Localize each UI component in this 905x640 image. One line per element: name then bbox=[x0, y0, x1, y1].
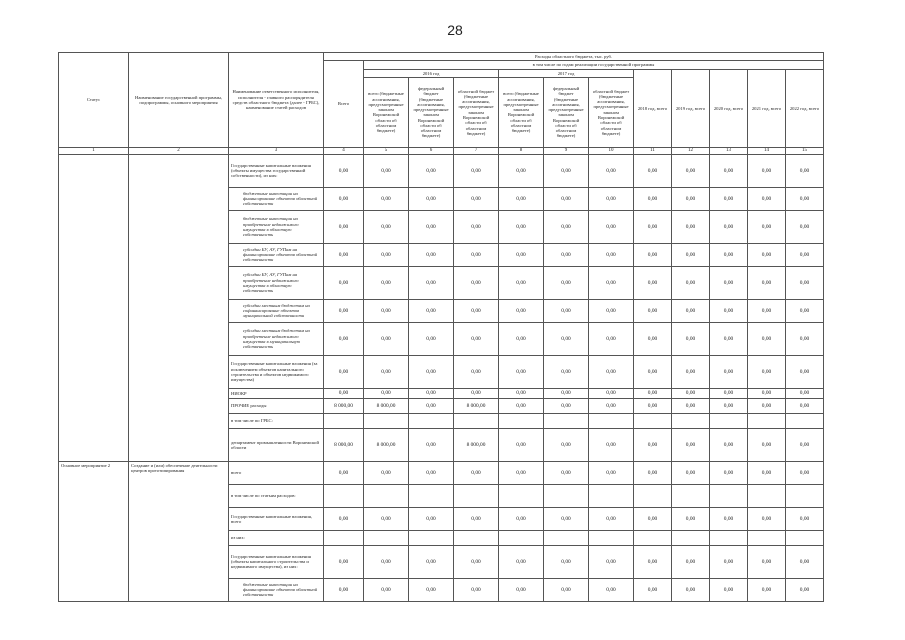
value-cell: 0,00 bbox=[409, 428, 454, 461]
value-cell: 0,00 bbox=[786, 545, 824, 578]
header-total: Всего bbox=[324, 61, 364, 148]
page-number: 28 bbox=[447, 22, 463, 38]
value-cell: 0,00 bbox=[634, 545, 672, 578]
value-cell: 0,00 bbox=[748, 210, 786, 243]
value-cell: 0,00 bbox=[499, 578, 544, 601]
value-cell: 0,00 bbox=[748, 154, 786, 187]
value-cell: 0,00 bbox=[786, 266, 824, 299]
value-cell: 0,00 bbox=[710, 428, 748, 461]
value-cell: 0,00 bbox=[672, 154, 710, 187]
value-cell: 0,00 bbox=[589, 299, 634, 322]
value-cell bbox=[634, 530, 672, 545]
value-cell: 0,00 bbox=[544, 461, 589, 484]
value-cell: 0,00 bbox=[544, 322, 589, 355]
value-cell: 0,00 bbox=[748, 461, 786, 484]
header-2021: 2021 год, всего bbox=[748, 69, 786, 147]
value-cell: 0,00 bbox=[710, 243, 748, 266]
col-num: 10 bbox=[589, 147, 634, 154]
col-num: 6 bbox=[409, 147, 454, 154]
value-cell: 0,00 bbox=[409, 507, 454, 530]
value-cell: 0,00 bbox=[786, 461, 824, 484]
value-cell: 0,00 bbox=[324, 210, 364, 243]
value-cell: 0,00 bbox=[634, 266, 672, 299]
value-cell: 0,00 bbox=[364, 507, 409, 530]
value-cell: 0,00 bbox=[499, 187, 544, 210]
value-cell: 0,00 bbox=[634, 428, 672, 461]
table-body bbox=[59, 154, 824, 601]
value-cell: 0,00 bbox=[364, 187, 409, 210]
value-cell: 0,00 bbox=[710, 355, 748, 388]
value-cell bbox=[672, 413, 710, 428]
value-cell: 0,00 bbox=[634, 355, 672, 388]
value-cell: 0,00 bbox=[589, 266, 634, 299]
value-cell: 0,00 bbox=[672, 322, 710, 355]
value-cell: 0,00 bbox=[364, 545, 409, 578]
value-cell: 0,00 bbox=[786, 355, 824, 388]
value-cell bbox=[499, 484, 544, 507]
value-cell: 8 000,00 bbox=[454, 428, 499, 461]
value-cell: 0,00 bbox=[710, 398, 748, 413]
row-label: бюджетные инвестиции на приобретение недвижимого имущества в областную собственность bbox=[229, 210, 324, 243]
value-cell: 0,00 bbox=[364, 210, 409, 243]
header-src-a: всего (бюджетные ассигнования, предусмотренные законом Воронежской области об областном бюджете) bbox=[364, 77, 409, 147]
value-cell: 0,00 bbox=[748, 388, 786, 398]
value-cell: 0,00 bbox=[324, 154, 364, 187]
table-row bbox=[59, 461, 824, 484]
value-cell: 0,00 bbox=[634, 578, 672, 601]
value-cell: 0,00 bbox=[634, 322, 672, 355]
row-label: бюджетные инвестиции на финансирование объектов областной собственности bbox=[229, 187, 324, 210]
value-cell: 0,00 bbox=[748, 507, 786, 530]
value-cell: 0,00 bbox=[589, 243, 634, 266]
value-cell: 0,00 bbox=[324, 187, 364, 210]
value-cell: 0,00 bbox=[786, 388, 824, 398]
col-num: 12 bbox=[672, 147, 710, 154]
value-cell: 0,00 bbox=[672, 507, 710, 530]
value-cell: 0,00 bbox=[786, 299, 824, 322]
value-cell bbox=[786, 413, 824, 428]
col-num: 7 bbox=[454, 147, 499, 154]
value-cell: 8 000,00 bbox=[324, 428, 364, 461]
status-cell: Основное мероприятие 2 bbox=[59, 461, 129, 601]
value-cell: 0,00 bbox=[499, 243, 544, 266]
value-cell: 0,00 bbox=[786, 398, 824, 413]
value-cell bbox=[589, 530, 634, 545]
value-cell: 0,00 bbox=[324, 578, 364, 601]
header-src-d: всего (бюджетные ассигнования, предусмотренные законом Воронежской области об областном бюджете) bbox=[499, 77, 544, 147]
row-label: Государственные капитальные вложения, всего bbox=[229, 507, 324, 530]
value-cell: 0,00 bbox=[710, 210, 748, 243]
header-2020: 2020 год, всего bbox=[710, 69, 748, 147]
header-src-b: федеральный бюджет (бюджетные ассигнования, предусмотренные законом Воронежской области об областном бюджете) bbox=[409, 77, 454, 147]
value-cell: 0,00 bbox=[454, 154, 499, 187]
value-cell: 0,00 bbox=[454, 322, 499, 355]
value-cell: 0,00 bbox=[589, 578, 634, 601]
value-cell: 0,00 bbox=[589, 388, 634, 398]
value-cell: 0,00 bbox=[364, 578, 409, 601]
value-cell: 8 000,00 bbox=[324, 398, 364, 413]
value-cell bbox=[544, 413, 589, 428]
value-cell: 0,00 bbox=[748, 355, 786, 388]
value-cell bbox=[544, 484, 589, 507]
value-cell: 0,00 bbox=[409, 398, 454, 413]
value-cell: 0,00 bbox=[499, 545, 544, 578]
status-cell bbox=[59, 154, 129, 461]
header-2018: 2018 год, всего bbox=[634, 69, 672, 147]
value-cell bbox=[589, 413, 634, 428]
value-cell: 0,00 bbox=[454, 507, 499, 530]
value-cell: 0,00 bbox=[589, 187, 634, 210]
col-num: 14 bbox=[748, 147, 786, 154]
value-cell: 0,00 bbox=[672, 355, 710, 388]
value-cell: 0,00 bbox=[672, 266, 710, 299]
value-cell: 0,00 bbox=[364, 355, 409, 388]
value-cell: 0,00 bbox=[672, 243, 710, 266]
value-cell bbox=[589, 484, 634, 507]
col-num: 9 bbox=[544, 147, 589, 154]
value-cell: 0,00 bbox=[748, 398, 786, 413]
value-cell: 0,00 bbox=[409, 355, 454, 388]
value-cell: 0,00 bbox=[710, 299, 748, 322]
value-cell: 0,00 bbox=[634, 187, 672, 210]
value-cell bbox=[409, 413, 454, 428]
value-cell: 0,00 bbox=[672, 578, 710, 601]
value-cell: 0,00 bbox=[672, 545, 710, 578]
header-2022: 2022 год, всего bbox=[786, 69, 824, 147]
value-cell: 0,00 bbox=[544, 154, 589, 187]
value-cell bbox=[364, 413, 409, 428]
value-cell bbox=[409, 530, 454, 545]
value-cell: 0,00 bbox=[454, 388, 499, 398]
row-label: субсидии БУ, АУ, ГУПам на финансирование объектов областной собственности bbox=[229, 243, 324, 266]
value-cell bbox=[499, 413, 544, 428]
value-cell: 0,00 bbox=[409, 210, 454, 243]
header-executor: Наименование ответственного исполнителя, исполнителя - главного распорядителя средств областного бюджета (далее - ГРБС), наименование статей расходов bbox=[229, 53, 324, 148]
value-cell: 0,00 bbox=[710, 187, 748, 210]
col-num: 4 bbox=[324, 147, 364, 154]
value-cell: 0,00 bbox=[324, 507, 364, 530]
value-cell: 0,00 bbox=[544, 243, 589, 266]
col-num: 5 bbox=[364, 147, 409, 154]
value-cell: 0,00 bbox=[748, 322, 786, 355]
value-cell: 0,00 bbox=[409, 266, 454, 299]
value-cell: 0,00 bbox=[710, 266, 748, 299]
value-cell: 0,00 bbox=[710, 461, 748, 484]
budget-table-container bbox=[58, 52, 823, 602]
value-cell: 0,00 bbox=[454, 266, 499, 299]
value-cell: 0,00 bbox=[544, 210, 589, 243]
value-cell bbox=[454, 530, 499, 545]
value-cell: 0,00 bbox=[544, 398, 589, 413]
value-cell: 0,00 bbox=[634, 243, 672, 266]
value-cell: 0,00 bbox=[544, 355, 589, 388]
row-label: из них: bbox=[229, 530, 324, 545]
value-cell: 0,00 bbox=[544, 507, 589, 530]
value-cell: 0,00 bbox=[748, 243, 786, 266]
value-cell: 0,00 bbox=[454, 299, 499, 322]
value-cell bbox=[364, 484, 409, 507]
column-numbers-row bbox=[59, 147, 824, 154]
row-label: субсидии местным бюджетам на софинансирование объектов муниципальной собственности bbox=[229, 299, 324, 322]
value-cell: 0,00 bbox=[409, 388, 454, 398]
row-label: Государственные капитальные вложения (за исключением объектов капитального строительства и объектов недвижимого имущества) bbox=[229, 355, 324, 388]
row-label: бюджетные инвестиции на финансирование объектов областной собственности bbox=[229, 578, 324, 601]
value-cell: 0,00 bbox=[409, 322, 454, 355]
value-cell bbox=[672, 530, 710, 545]
value-cell: 0,00 bbox=[786, 578, 824, 601]
value-cell: 0,00 bbox=[634, 461, 672, 484]
value-cell: 0,00 bbox=[589, 322, 634, 355]
value-cell bbox=[409, 484, 454, 507]
value-cell: 0,00 bbox=[324, 355, 364, 388]
col-num: 8 bbox=[499, 147, 544, 154]
value-cell: 0,00 bbox=[364, 243, 409, 266]
row-label: в том числе по статьям расходов: bbox=[229, 484, 324, 507]
value-cell: 0,00 bbox=[544, 187, 589, 210]
value-cell bbox=[634, 413, 672, 428]
value-cell: 0,00 bbox=[499, 210, 544, 243]
value-cell: 0,00 bbox=[409, 154, 454, 187]
value-cell: 0,00 bbox=[710, 507, 748, 530]
value-cell: 0,00 bbox=[364, 388, 409, 398]
value-cell: 0,00 bbox=[710, 388, 748, 398]
value-cell: 0,00 bbox=[324, 266, 364, 299]
value-cell: 0,00 bbox=[324, 388, 364, 398]
value-cell: 8 000,00 bbox=[364, 398, 409, 413]
header-src-f: областной бюджет (бюджетные ассигнования, предусмотренные законом Воронежской области об областном бюджете) bbox=[589, 77, 634, 147]
value-cell bbox=[672, 484, 710, 507]
value-cell: 0,00 bbox=[364, 461, 409, 484]
name-cell: Создание и (или) обеспечение деятельности центров прототипирования bbox=[129, 461, 229, 601]
value-cell: 0,00 bbox=[409, 545, 454, 578]
col-num: 15 bbox=[786, 147, 824, 154]
value-cell: 0,00 bbox=[324, 299, 364, 322]
value-cell: 0,00 bbox=[544, 299, 589, 322]
value-cell: 0,00 bbox=[324, 322, 364, 355]
value-cell: 0,00 bbox=[710, 578, 748, 601]
value-cell bbox=[364, 530, 409, 545]
value-cell bbox=[786, 530, 824, 545]
header-2019: 2019 год, всего bbox=[672, 69, 710, 147]
value-cell: 0,00 bbox=[454, 461, 499, 484]
value-cell: 0,00 bbox=[786, 322, 824, 355]
value-cell: 0,00 bbox=[672, 210, 710, 243]
budget-table bbox=[58, 52, 824, 602]
value-cell bbox=[748, 413, 786, 428]
value-cell bbox=[544, 530, 589, 545]
col-num: 11 bbox=[634, 147, 672, 154]
value-cell: 0,00 bbox=[748, 545, 786, 578]
header-by-years: в том числе по годам реализации государственной программы bbox=[364, 61, 824, 69]
value-cell bbox=[786, 484, 824, 507]
value-cell: 0,00 bbox=[364, 322, 409, 355]
value-cell bbox=[499, 530, 544, 545]
value-cell: 0,00 bbox=[409, 187, 454, 210]
value-cell: 0,00 bbox=[324, 461, 364, 484]
value-cell: 0,00 bbox=[499, 154, 544, 187]
value-cell: 0,00 bbox=[748, 299, 786, 322]
value-cell: 0,00 bbox=[544, 388, 589, 398]
row-label: департамент промышленности Воронежской области bbox=[229, 428, 324, 461]
value-cell: 0,00 bbox=[634, 299, 672, 322]
value-cell: 0,00 bbox=[544, 545, 589, 578]
value-cell: 0,00 bbox=[454, 210, 499, 243]
value-cell bbox=[324, 484, 364, 507]
value-cell: 8 000,00 bbox=[364, 428, 409, 461]
header-name: Наименование государственной программы, подпрограммы, основного мероприятия bbox=[129, 53, 229, 148]
value-cell: 0,00 bbox=[786, 243, 824, 266]
value-cell bbox=[454, 484, 499, 507]
table-row bbox=[59, 154, 824, 187]
value-cell bbox=[748, 484, 786, 507]
value-cell: 0,00 bbox=[409, 461, 454, 484]
value-cell: 0,00 bbox=[454, 545, 499, 578]
value-cell: 0,00 bbox=[324, 545, 364, 578]
row-label: Государственные капитальные вложения (объекты капитального строительства и недвижимого имущества), из них: bbox=[229, 545, 324, 578]
col-num: 3 bbox=[229, 147, 324, 154]
value-cell: 0,00 bbox=[786, 507, 824, 530]
value-cell: 0,00 bbox=[748, 187, 786, 210]
value-cell: 0,00 bbox=[589, 461, 634, 484]
row-label: НИОКР bbox=[229, 388, 324, 398]
value-cell: 0,00 bbox=[672, 428, 710, 461]
value-cell: 0,00 bbox=[710, 154, 748, 187]
value-cell: 0,00 bbox=[589, 545, 634, 578]
value-cell: 0,00 bbox=[672, 461, 710, 484]
value-cell: 0,00 bbox=[748, 428, 786, 461]
value-cell: 0,00 bbox=[710, 322, 748, 355]
header-2017: 2017 год bbox=[499, 69, 634, 77]
value-cell: 0,00 bbox=[748, 266, 786, 299]
value-cell: 0,00 bbox=[499, 507, 544, 530]
value-cell: 0,00 bbox=[324, 243, 364, 266]
value-cell: 0,00 bbox=[634, 154, 672, 187]
value-cell: 0,00 bbox=[499, 355, 544, 388]
value-cell: 0,00 bbox=[409, 243, 454, 266]
value-cell: 0,00 bbox=[454, 578, 499, 601]
value-cell: 0,00 bbox=[672, 299, 710, 322]
row-label: субсидии местным бюджетам на приобретение недвижимого имущества в муниципальную собственность bbox=[229, 322, 324, 355]
value-cell: 0,00 bbox=[499, 266, 544, 299]
value-cell bbox=[710, 413, 748, 428]
value-cell: 0,00 bbox=[589, 428, 634, 461]
value-cell: 0,00 bbox=[786, 154, 824, 187]
value-cell: 0,00 bbox=[672, 388, 710, 398]
col-num: 1 bbox=[59, 147, 129, 154]
value-cell: 0,00 bbox=[364, 154, 409, 187]
header-status: Статус bbox=[59, 53, 129, 148]
row-label: Государственные капитальные вложения (объекты имущества государственной собственности), из них: bbox=[229, 154, 324, 187]
value-cell bbox=[324, 413, 364, 428]
value-cell bbox=[324, 530, 364, 545]
value-cell: 0,00 bbox=[786, 187, 824, 210]
value-cell: 0,00 bbox=[454, 243, 499, 266]
row-label: субсидии БУ, АУ, ГУПам на приобретение недвижимого имущества в областную собственность bbox=[229, 266, 324, 299]
value-cell: 0,00 bbox=[499, 461, 544, 484]
value-cell: 0,00 bbox=[544, 428, 589, 461]
header-2016: 2016 год bbox=[364, 69, 499, 77]
row-label: в том числе по ГРБС: bbox=[229, 413, 324, 428]
value-cell bbox=[710, 484, 748, 507]
value-cell: 8 000,00 bbox=[454, 398, 499, 413]
value-cell: 0,00 bbox=[454, 355, 499, 388]
header-src-e: федеральный бюджет (бюджетные ассигнования, предусмотренные законом Воронежской области об областном бюджете) bbox=[544, 77, 589, 147]
name-cell bbox=[129, 154, 229, 461]
value-cell: 0,00 bbox=[499, 388, 544, 398]
value-cell bbox=[454, 413, 499, 428]
value-cell: 0,00 bbox=[748, 578, 786, 601]
value-cell: 0,00 bbox=[634, 210, 672, 243]
header-budget-title: Расходы областного бюджета, тыс. руб. bbox=[324, 53, 824, 61]
value-cell: 0,00 bbox=[589, 210, 634, 243]
value-cell: 0,00 bbox=[499, 398, 544, 413]
value-cell: 0,00 bbox=[786, 210, 824, 243]
value-cell: 0,00 bbox=[786, 428, 824, 461]
value-cell: 0,00 bbox=[454, 187, 499, 210]
value-cell: 0,00 bbox=[710, 545, 748, 578]
value-cell: 0,00 bbox=[634, 388, 672, 398]
value-cell bbox=[710, 530, 748, 545]
value-cell: 0,00 bbox=[589, 507, 634, 530]
value-cell: 0,00 bbox=[499, 299, 544, 322]
value-cell: 0,00 bbox=[589, 355, 634, 388]
col-num: 2 bbox=[129, 147, 229, 154]
value-cell bbox=[748, 530, 786, 545]
value-cell: 0,00 bbox=[634, 507, 672, 530]
value-cell: 0,00 bbox=[544, 266, 589, 299]
value-cell: 0,00 bbox=[589, 398, 634, 413]
value-cell: 0,00 bbox=[634, 398, 672, 413]
value-cell: 0,00 bbox=[364, 299, 409, 322]
header-src-c: областной бюджет (бюджетные ассигнования, предусмотренные законом Воронежской области об областном бюджете) bbox=[454, 77, 499, 147]
row-label: ПРОЧИЕ расходы bbox=[229, 398, 324, 413]
value-cell: 0,00 bbox=[409, 299, 454, 322]
value-cell: 0,00 bbox=[409, 578, 454, 601]
row-label: всего bbox=[229, 461, 324, 484]
value-cell: 0,00 bbox=[672, 187, 710, 210]
value-cell: 0,00 bbox=[364, 266, 409, 299]
value-cell bbox=[634, 484, 672, 507]
value-cell: 0,00 bbox=[672, 398, 710, 413]
value-cell: 0,00 bbox=[499, 322, 544, 355]
value-cell: 0,00 bbox=[499, 428, 544, 461]
value-cell: 0,00 bbox=[589, 154, 634, 187]
value-cell: 0,00 bbox=[544, 578, 589, 601]
col-num: 13 bbox=[710, 147, 748, 154]
